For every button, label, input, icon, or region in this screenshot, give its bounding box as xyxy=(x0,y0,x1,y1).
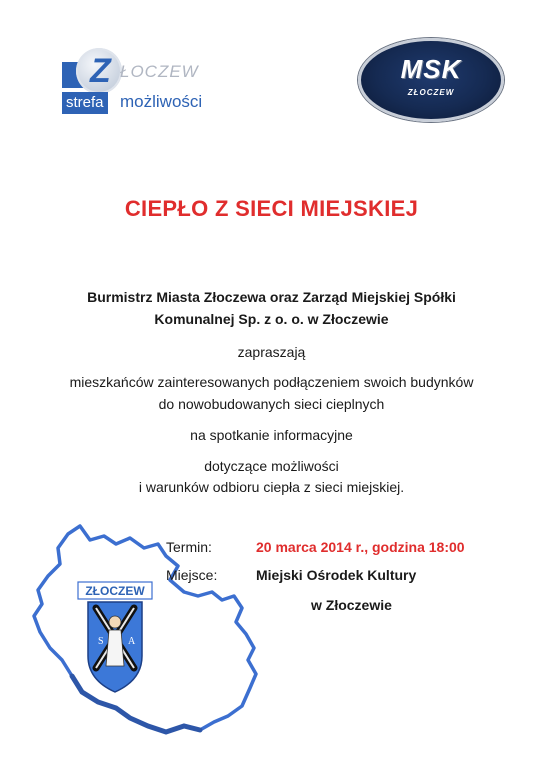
miejsce-label: Miejsce: xyxy=(166,567,218,583)
gmina-map-graphic xyxy=(28,508,268,744)
body-line-7: dotyczące możliwości xyxy=(204,458,339,474)
msk-logo xyxy=(358,38,504,122)
page-title: CIEPŁO Z SIECI MIEJSKIEJ xyxy=(124,196,419,221)
town-banner xyxy=(78,582,152,599)
body-line-2: Komunalnej Sp. z o. o. w Złoczewie xyxy=(154,311,389,327)
strefa-mozliwosci-logo xyxy=(62,48,222,116)
coat-of-arms-shield xyxy=(88,602,142,692)
body-line-3: zapraszają xyxy=(237,344,306,360)
termin-value: 20 marca 2014 r., godzina 18:00 xyxy=(256,539,465,555)
body-line-4: mieszkańców zainteresowanych podłączeniem swoich budynków xyxy=(69,374,474,390)
logo-town-name: ŁOCZEW xyxy=(120,62,199,81)
logo-mozliwosci-label: możliwości xyxy=(120,92,203,111)
shield-letter-left: S xyxy=(98,636,104,647)
shield-letter-right: A xyxy=(128,636,136,647)
msk-sub-text: ZŁOCZEW xyxy=(407,88,455,97)
gmina-map-outline xyxy=(34,526,256,732)
body-line-6: na spotkanie informacyjne xyxy=(190,427,353,443)
msk-brand-text: MSK xyxy=(400,54,462,84)
body-line-1: Burmistrz Miasta Złoczewa oraz Zarząd Miejskiej Spółki xyxy=(87,289,456,305)
termin-label: Termin: xyxy=(166,539,212,555)
body-line-5: do nowobudowanych sieci cieplnych xyxy=(158,396,385,412)
logo-strefa-label: strefa xyxy=(62,92,108,114)
miejsce-value-2: w Złoczewie xyxy=(311,597,392,613)
body-line-8: i warunków odbioru ciepła z sieci miejskiej. xyxy=(138,479,405,495)
town-banner-text: ZŁOCZEW xyxy=(85,584,145,598)
logo-z-letter: Z xyxy=(90,52,111,90)
miejsce-value-1: Miejski Ośrodek Kultury xyxy=(256,567,417,583)
